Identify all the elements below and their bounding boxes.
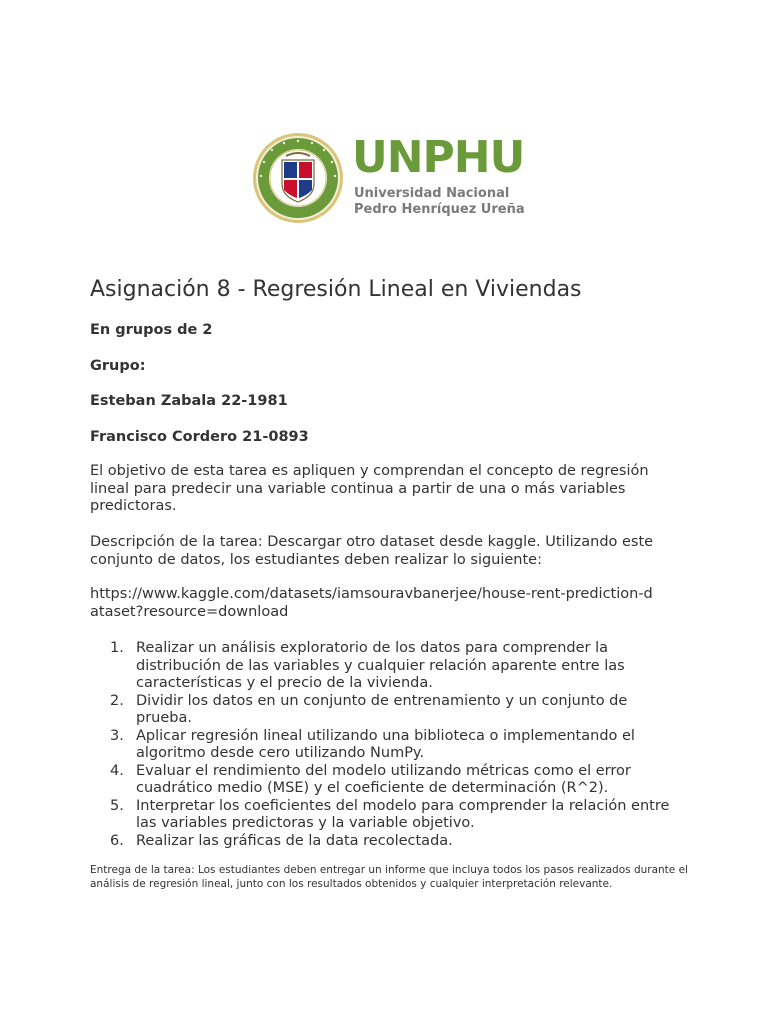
- dataset-link[interactable]: https://www.kaggle.com/datasets/iamsouravbanerjee/house-rent-prediction-dataset?resource=download: [90, 586, 653, 620]
- brand-line-2: Pedro Henríquez Ureña: [354, 202, 525, 217]
- list-item: [90, 833, 680, 851]
- list-item-text: Realizar las gráficas de la data recolectada.: [136, 832, 453, 849]
- group-label: Grupo:: [90, 358, 146, 374]
- list-item-number: 6.: [110, 832, 124, 849]
- member-1: Esteban Zabala 22-1981: [90, 393, 288, 409]
- university-seal-icon: [252, 132, 344, 224]
- list-item-text: Evaluar el rendimiento del modelo utilizando métricas como el error cuadrático medio (MSE) y el coeficiente de determinación (R^2).: [136, 762, 631, 796]
- groups-note: En grupos de 2: [90, 322, 213, 338]
- list-item-number: 1.: [110, 640, 124, 656]
- objective-paragraph: El objetivo de esta tarea es apliquen y comprendan el concepto de regresión lineal para predecir una variable continua a partir de una o más variables predictoras.: [90, 463, 649, 514]
- member-2: Francisco Cordero 21-0893: [90, 429, 309, 445]
- list-item: [90, 798, 680, 833]
- page-title: Asignación 8 - Regresión Lineal en Viviendas: [90, 277, 582, 302]
- list-item: [90, 693, 680, 728]
- list-item-text: Aplicar regresión lineal utilizando una biblioteca o implementando el algoritmo desde cero utilizando NumPy.: [136, 727, 635, 761]
- brand-wordmark: [352, 130, 525, 226]
- list-item-number: 2.: [110, 692, 124, 709]
- list-item-text: Realizar un análisis exploratorio de los datos para comprender la distribución de las variables y cualquier relación aparente entre las características y el precio de la vivienda.: [136, 640, 625, 691]
- list-item-number: 5.: [110, 797, 124, 814]
- brand-line-1: Universidad Nacional: [354, 186, 510, 201]
- list-item-number: 4.: [110, 762, 124, 779]
- list-item: [90, 763, 680, 798]
- delivery-note: Entrega de la tarea: Los estudiantes deben entregar un informe que incluya todos los pasos realizados durante el análisis de regresión lineal, junto con los resultados obtenidos y cualquier interpretación relevante.: [90, 864, 688, 890]
- list-item: [90, 728, 680, 763]
- list-item-number: 3.: [110, 727, 124, 744]
- list-item-text: Dividir los datos en un conjunto de entrenamiento y un conjunto de prueba.: [136, 692, 628, 726]
- description-paragraph: Descripción de la tarea: Descargar otro dataset desde kaggle. Utilizando este conjunto de datos, los estudiantes deben realizar lo siguiente:: [90, 534, 654, 568]
- unphu-logo: [252, 130, 525, 226]
- task-list: [90, 640, 680, 850]
- list-item-text: Interpretar los coeficientes del modelo para comprender la relación entre las variables predictoras y la variable objetivo.: [136, 797, 670, 831]
- brand-acronym: UNPHU: [352, 132, 525, 183]
- list-item: [90, 640, 680, 693]
